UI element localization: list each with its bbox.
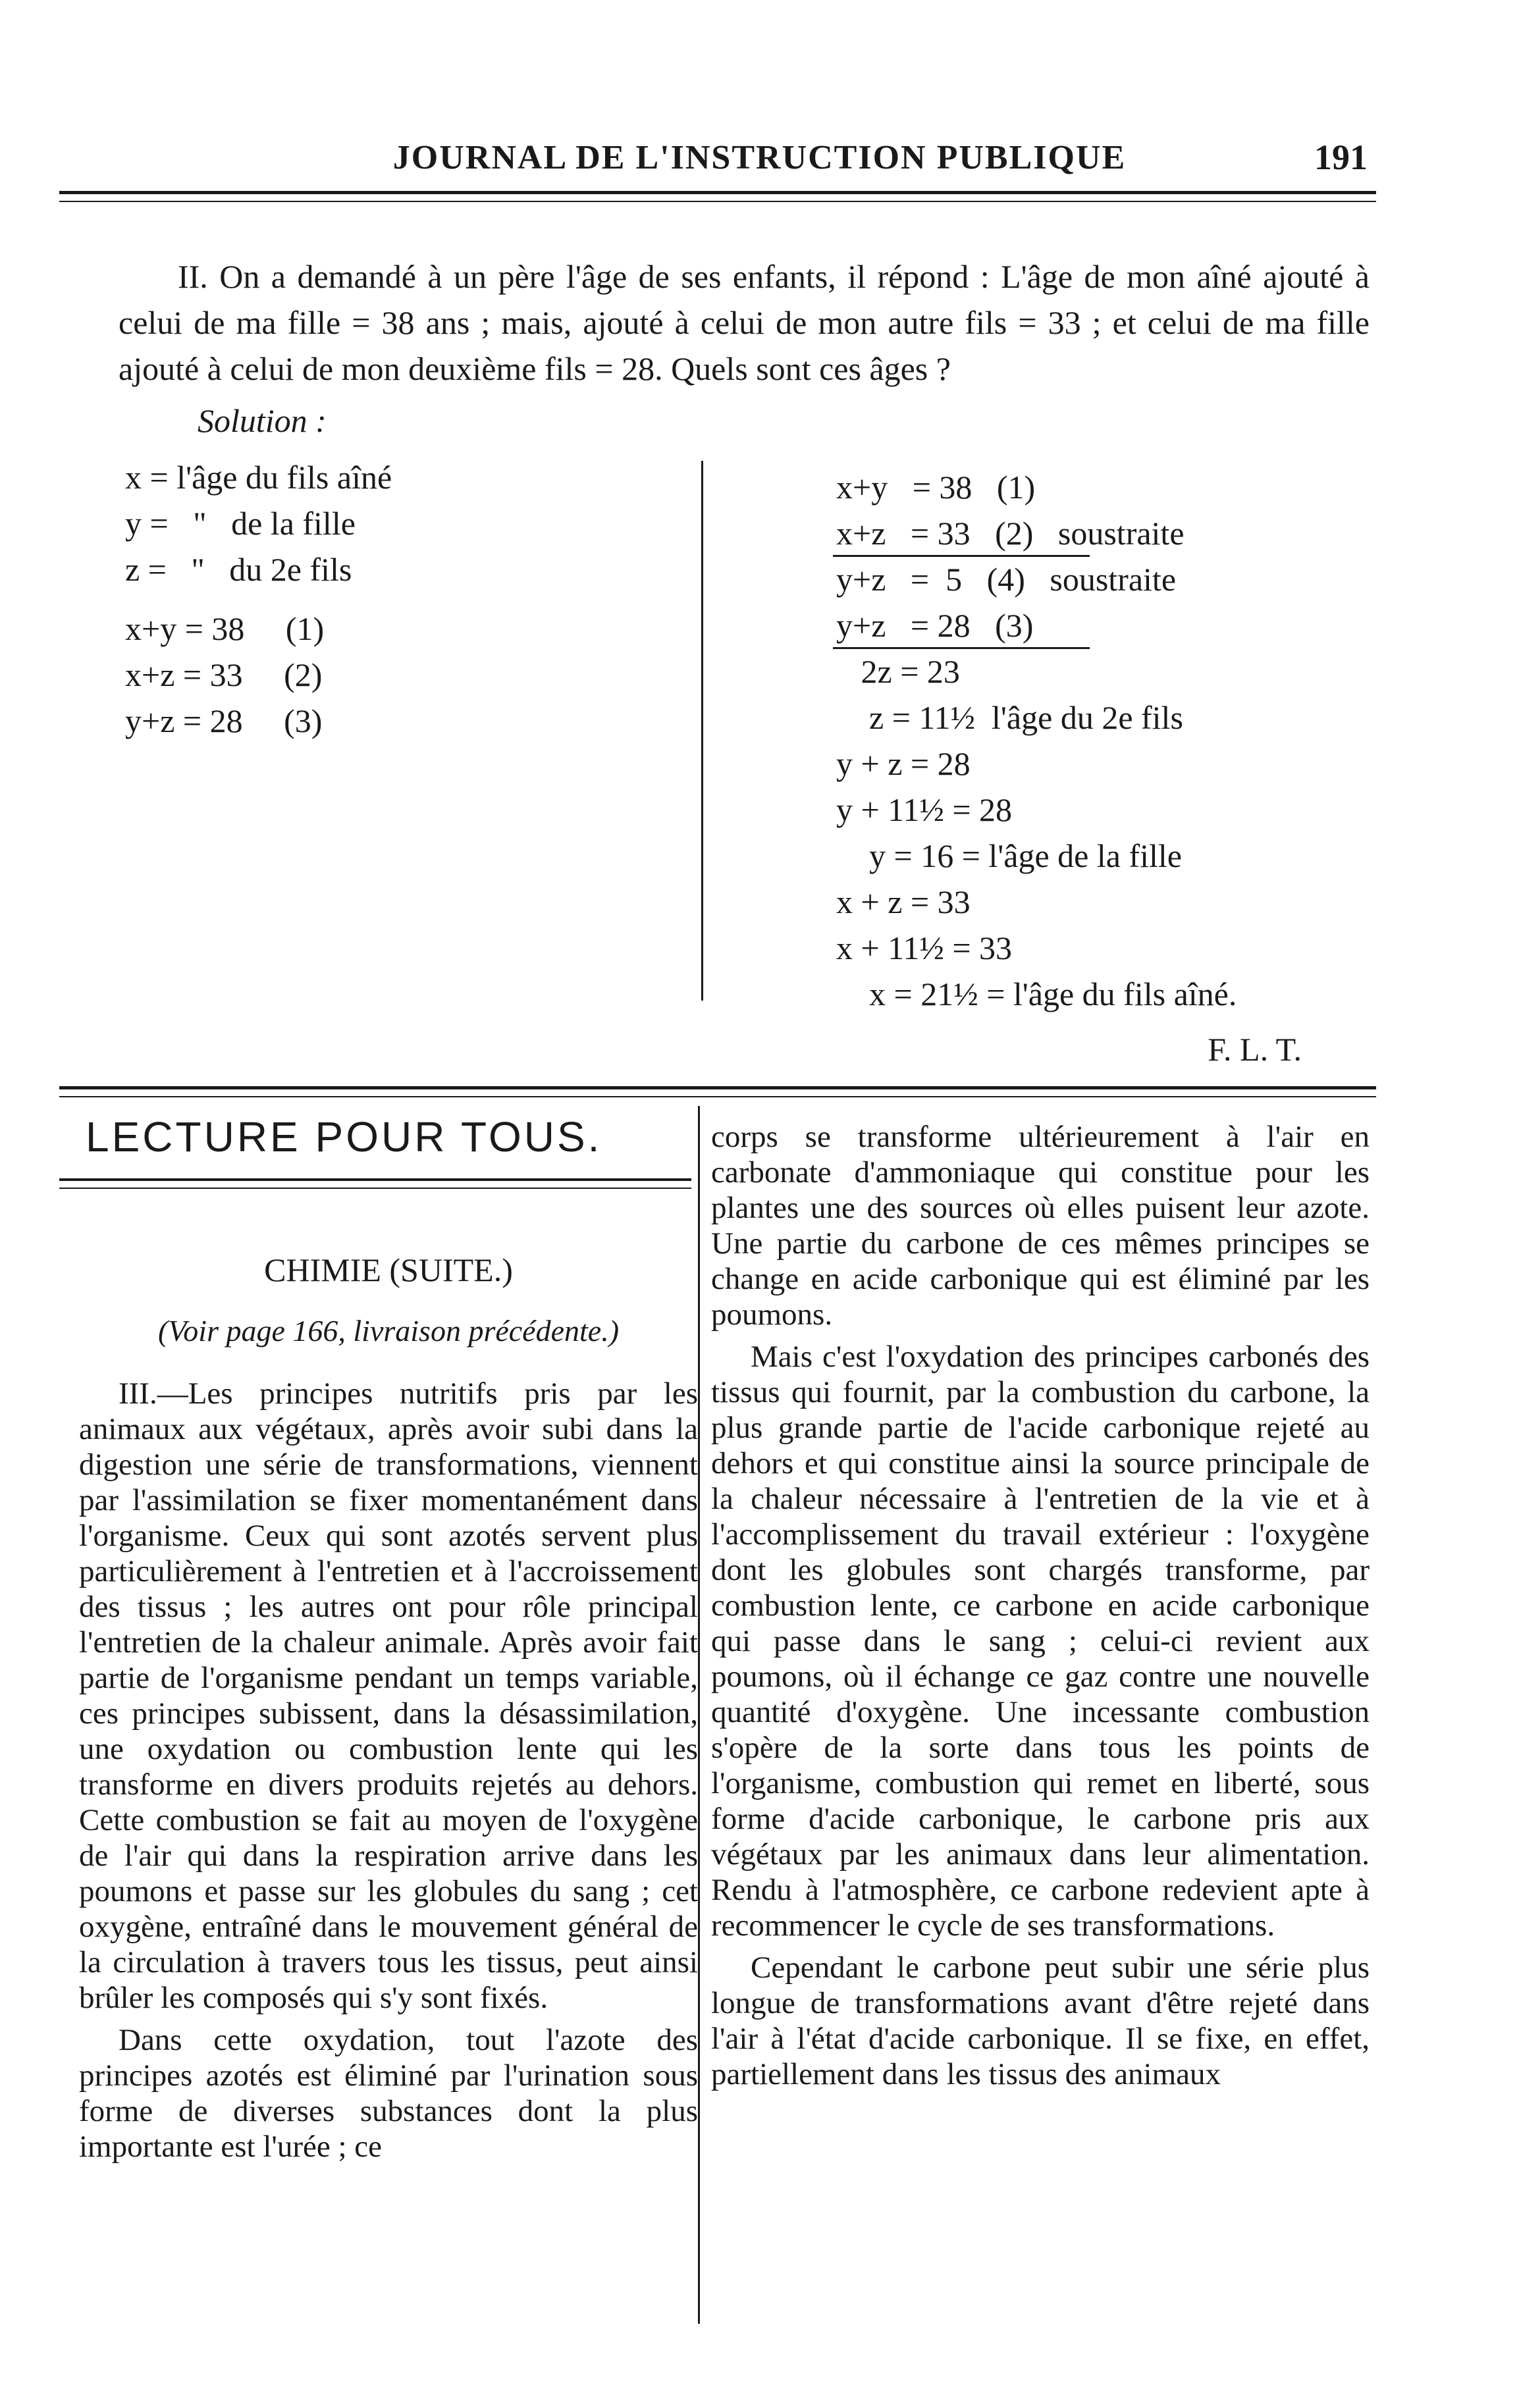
problem-statement (119, 253, 1370, 392)
step-2: x+z = 33 (2) soustraite (836, 515, 1185, 552)
step-6: z = 11½ l'âge du 2e fils (836, 699, 1183, 736)
left-paragraph-2: Dans cette oxydation, tout l'azote des principes azotés est éliminé par l'urination sous forme de diverses substances dont la plus importante est l'urée ; ce (79, 2023, 698, 2164)
page-number: 191 (1314, 138, 1368, 177)
step-9: y = 16 = l'âge de la fille (836, 837, 1182, 874)
right-paragraph-1: corps se transforme ultérieurement à l'air en carbonate d'ammoniaque qui constitue pour les plantes une des sources où elles puisent leur azote. Une partie du carbone de ces mêmes principes se change en acide carbonique qui est éliminé par les poumons. (711, 1120, 1370, 1332)
step-8: y + 11½ = 28 (836, 791, 1013, 828)
right-paragraph-3: Cependant le carbone peut subir une série plus longue de transformations avant d'être rejeté dans l'air à l'état d'acide carbonique. Il se fixe, en effet, partiellement dans les tissus des animaux (711, 1950, 1370, 2091)
right-column (711, 1119, 1370, 2099)
section-title-rule-thin (59, 1188, 691, 1189)
definition-z: z = " du 2e fils (125, 551, 352, 588)
section-title-rule (59, 1178, 691, 1181)
signature: F. L. T. (1208, 1031, 1302, 1068)
section-rule-thin (59, 1096, 1376, 1097)
step-3: y+z = 5 (4) soustraite (836, 561, 1177, 598)
system-eq-3: y+z = 28 (3) (125, 702, 323, 739)
definition-y: y = " de la fille (125, 505, 356, 542)
left-paragraph-1: III.—Les principes nutritifs pris par les animaux aux végétaux, après avoir subi dans la digestion une série de transformations, viennent par l'assimilation se fixer momentanément dans l'organisme. Ceux qui sont azotés servent plus particulièrement à l'entretien et à l'accroissement des tissus ; les autres ont pour rôle principal l'entretien de la chaleur animale. Après avoir fait partie de l'organisme pendant un temps variable, ces principes subissent, dans la désassimilation, une oxydation ou combustion lente qui les transforme en divers produits rejetés au dehors. Cette combustion se fait au moyen de l'oxygène de l'air qui dans la respiration arrive dans les poumons et passe sur les globules du sang ; cet oxygène, entraîné dans le mouvement général de la circulation à travers tous les tissus, peut ainsi brûler les composés qui s'y sont fixés. (79, 1376, 698, 2015)
system-eq-2: x+z = 33 (2) (125, 656, 323, 693)
left-column (79, 1376, 698, 2171)
header-rule (59, 191, 1376, 194)
step-11: x + 11½ = 33 (836, 929, 1013, 966)
article-subtitle: CHIMIE (SUITE.) (264, 1251, 513, 1288)
section-title: LECTURE POUR TOUS. (86, 1113, 602, 1161)
running-header: JOURNAL DE L'INSTRUCTION PUBLIQUE (392, 139, 1127, 176)
column-divider (698, 1106, 700, 2324)
solution-divider (701, 461, 703, 1001)
system-eq-1: x+y = 38 (1) (125, 610, 325, 647)
step-10: x + z = 33 (836, 883, 971, 920)
header-rule-thin (59, 201, 1376, 202)
article-reference: (Voir page 166, livraison précédente.) (157, 1314, 620, 1348)
definition-x: x = l'âge du fils aîné (125, 459, 392, 496)
section-rule (59, 1086, 1376, 1089)
solution-label: Solution : (198, 402, 327, 439)
step-7: y + z = 28 (836, 745, 971, 782)
step-1: x+y = 38 (1) (836, 469, 1036, 506)
step-12: x = 21½ = l'âge du fils aîné. (836, 976, 1237, 1012)
step-5: 2z = 23 (836, 653, 960, 690)
step-4: y+z = 28 (3) (836, 607, 1034, 644)
right-paragraph-2: Mais c'est l'oxydation des principes carbonés des tissus qui fournit, par la combustion du carbone, la plus grande partie de l'acide carbonique rejeté au dehors et qui constitue ainsi la source principale de la chaleur nécessaire à l'entretien de la vie et à l'accomplissement du travail extérieur : l'oxygène dont les globules sont chargés transforme, par combustion lente, ce carbone en acide carbonique qui passe dans le sang ; celui-ci revient aux poumons, où il échange ce gaz contre une nouvelle quantité d'oxygène. Une incessante combustion s'opère de la sorte dans tous les points de l'organisme, combustion qui remet en liberté, sous forme d'acide carbonique, le carbone pris aux végétaux par les animaux dans leur alimentation. Rendu à l'atmosphère, ce carbone redevient apte à recommencer le cycle de ses transformations. (711, 1340, 1370, 1943)
problem-text: II. On a demandé à un père l'âge de ses enfants, il répond : L'âge de mon aîné ajouté à celui de ma fille = 38 ans ; mais, ajouté à celui de mon autre fils = 33 ; et celui de ma fille ajouté à celui de mon deuxième fils = 28. Quels sont ces âges ? (119, 258, 1370, 387)
